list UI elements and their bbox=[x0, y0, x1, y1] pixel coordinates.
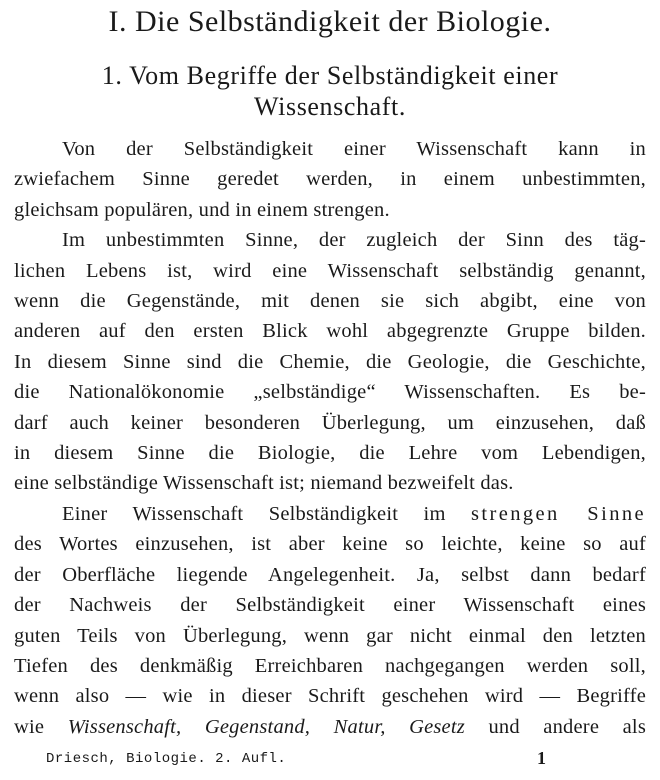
text-fragment: und andere als bbox=[464, 715, 647, 738]
chapter-title: I. Die Selbständigkeit der Biologie. bbox=[108, 5, 552, 38]
body-text bbox=[14, 134, 646, 742]
text-fragment: Einer Wissenschaft Selbständigkeit im bbox=[62, 502, 472, 525]
text-line bbox=[14, 712, 646, 742]
text-line: anderen auf den ersten Blick wohl abgegrenzte Gruppe bilden. bbox=[14, 320, 646, 343]
signature-line: Driesch, Biologie. 2. Aufl. bbox=[46, 751, 287, 767]
text-line: die Nationalökonomie „selbständige“ Wissenschaften. Es be- bbox=[14, 381, 646, 404]
italic-term: Wissenschaft, bbox=[67, 715, 182, 738]
text-line: eine selbständige Wissenschaft ist; niemand bezweifelt das. bbox=[14, 472, 514, 495]
text-line: Tiefen des denkmäßig Erreichbaren nachgegangen werden soll, bbox=[14, 654, 646, 677]
text-line: wenn also — wie in dieser Schrift geschehen wird — Begriffe bbox=[14, 685, 646, 708]
text-line: wenn die Gegenstände, mit denen sie sich abgibt, eine von bbox=[14, 290, 646, 313]
text-line: darf auch keiner besonderen Überlegung, um einzusehen, daß bbox=[14, 411, 646, 434]
italic-term: Natur, bbox=[333, 715, 386, 738]
text-fragment: wie bbox=[14, 715, 68, 738]
italic-term: Gesetz bbox=[409, 715, 465, 738]
text-line: Im unbestimmten Sinne, der zugleich der Sinn des täg- bbox=[62, 229, 646, 252]
text-line: zwiefachem Sinne geredet werden, in einem unbestimmten, bbox=[14, 168, 646, 191]
section-title: 1. Vom Begriffe der Selbständigkeit einer Wissenschaft. bbox=[101, 61, 559, 121]
italic-term: Gegenstand, bbox=[204, 715, 311, 738]
text-line: In diesem Sinne sind die Chemie, die Geologie, die Geschichte, bbox=[14, 350, 646, 373]
page-number: 1 bbox=[537, 748, 546, 768]
text-line: der Oberfläche liegende Angelegenheit. Ja, selbst dann bedarf bbox=[14, 563, 646, 586]
text-line: lichen Lebens ist, wird eine Wissenschaft selbständig genannt, bbox=[14, 259, 646, 282]
text-line: in diesem Sinne die Biologie, die Lehre vom Lebendigen, bbox=[14, 442, 646, 465]
text-line: Von der Selbständigkeit einer Wissenschaft kann in bbox=[62, 138, 646, 160]
text-line: gleichsam populären, und in einem strengen. bbox=[14, 198, 390, 221]
text-line bbox=[14, 499, 646, 529]
text-line: guten Teils von Überlegung, wenn gar nicht einmal den letzten bbox=[14, 624, 646, 647]
text-fragment bbox=[181, 716, 205, 738]
text-fragment bbox=[310, 716, 334, 738]
spaced-emphasis: strengen Sinne bbox=[471, 502, 646, 525]
text-fragment bbox=[386, 716, 410, 738]
text-line: des Wortes einzusehen, ist aber keine so leichte, keine so auf bbox=[14, 533, 646, 556]
text-line: der Nachweis der Selbständigkeit einer Wissenschaft eines bbox=[14, 594, 646, 617]
